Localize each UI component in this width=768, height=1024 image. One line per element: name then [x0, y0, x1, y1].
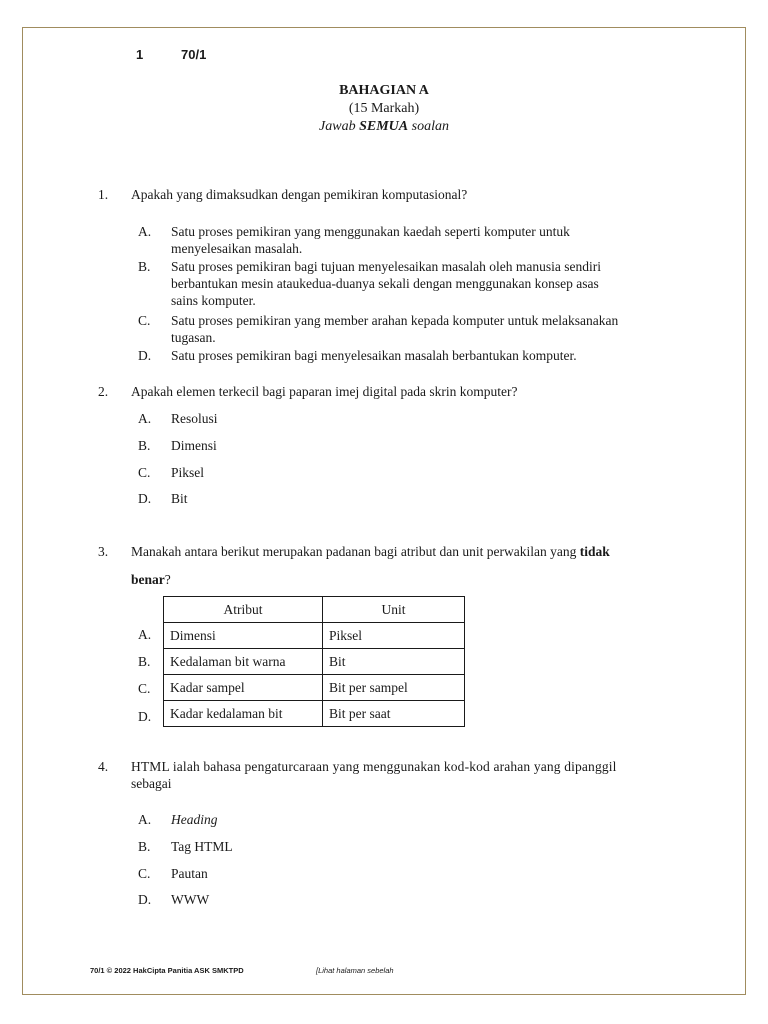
question-text: Manakah antara berikut merupakan padanan bagi atribut dan unit perwakilan yang tidak: [131, 544, 610, 559]
row-letter: C.: [138, 681, 151, 696]
option-text: Satu proses pemikiran bagi menyelesaikan masalah berbantukan komputer.: [171, 348, 577, 363]
option-text: WWW: [171, 892, 210, 907]
column-header: Unit: [323, 597, 465, 623]
paper-code: 70/1: [181, 47, 207, 62]
row-letter: D.: [138, 709, 152, 724]
question-text: Apakah elemen terkecil bagi paparan imej digital pada skrin komputer?: [131, 384, 518, 399]
option-letter: A.: [138, 812, 152, 827]
table-header-row: [164, 597, 465, 623]
question-number: 3.: [98, 544, 109, 559]
option-letter: B.: [138, 839, 151, 854]
option-text: Satu proses pemikiran bagi tujuan menyelesaikan masalah oleh manusia sendiri berbantukan mesin ataukedua-duanya sekali dengan menggunakan konsep asas sains komputer.: [171, 259, 602, 308]
table-cell: Kadar sampel: [164, 675, 323, 701]
page-number: 1: [136, 47, 144, 62]
option-letter: C.: [138, 465, 151, 480]
option-letter: D.: [138, 892, 152, 907]
option-letter: C.: [138, 313, 151, 328]
question-number: 2.: [98, 384, 109, 399]
row-letter: A.: [138, 627, 152, 642]
question-number: 1.: [98, 187, 109, 202]
question-number: 4.: [98, 759, 109, 774]
table-row: [164, 675, 465, 701]
option-text: Bit: [171, 491, 188, 506]
option-text: Pautan: [171, 866, 208, 881]
option-letter: D.: [138, 491, 152, 506]
option-text: Satu proses pemikiran yang member arahan kepada komputer untuk melaksanakan tugasan.: [171, 313, 619, 345]
column-header: Atribut: [164, 597, 323, 623]
section-marks: (15 Markah): [348, 101, 420, 116]
attribute-table: [163, 596, 465, 727]
table-cell: Dimensi: [164, 623, 323, 649]
option-text: Resolusi: [171, 411, 218, 426]
table-cell: Bit per saat: [323, 701, 465, 727]
section-title: BAHAGIAN A: [339, 83, 429, 98]
option-text: Piksel: [171, 465, 205, 480]
option-text: Tag HTML: [171, 839, 233, 854]
question-text-cont: benar?: [131, 572, 171, 587]
option-letter: C.: [138, 866, 151, 881]
question-text: Apakah yang dimaksudkan dengan pemikiran komputasional?: [131, 187, 468, 202]
option-letter: B.: [138, 259, 151, 274]
table-row: [164, 701, 465, 727]
footer-next-page: [Lihat halaman sebelah: [316, 966, 394, 975]
option-letter: A.: [138, 411, 152, 426]
table-row: [164, 649, 465, 675]
table-cell: Bit per sampel: [323, 675, 465, 701]
option-letter: B.: [138, 438, 151, 453]
option-text: Dimensi: [171, 438, 217, 453]
option-text: Heading: [171, 812, 218, 827]
row-letter: B.: [138, 654, 151, 669]
section-instruction: Jawab SEMUA soalan: [319, 119, 449, 134]
table-cell: Kadar kedalaman bit: [164, 701, 323, 727]
question-text: HTML ialah bahasa pengaturcaraan yang menggunakan kod-kod arahan yang dipanggil sebagai: [131, 759, 617, 791]
table-cell: Piksel: [323, 623, 465, 649]
option-text: Satu proses pemikiran yang menggunakan kaedah seperti komputer untuk menyelesaikan masalah.: [171, 224, 570, 256]
table-cell: Kedalaman bit warna: [164, 649, 323, 675]
table-row: [164, 623, 465, 649]
footer-copyright: 70/1 © 2022 HakCipta Panitia ASK SMKTPD: [90, 966, 244, 975]
table-cell: Bit: [323, 649, 465, 675]
option-letter: D.: [138, 348, 152, 363]
option-letter: A.: [138, 224, 152, 239]
